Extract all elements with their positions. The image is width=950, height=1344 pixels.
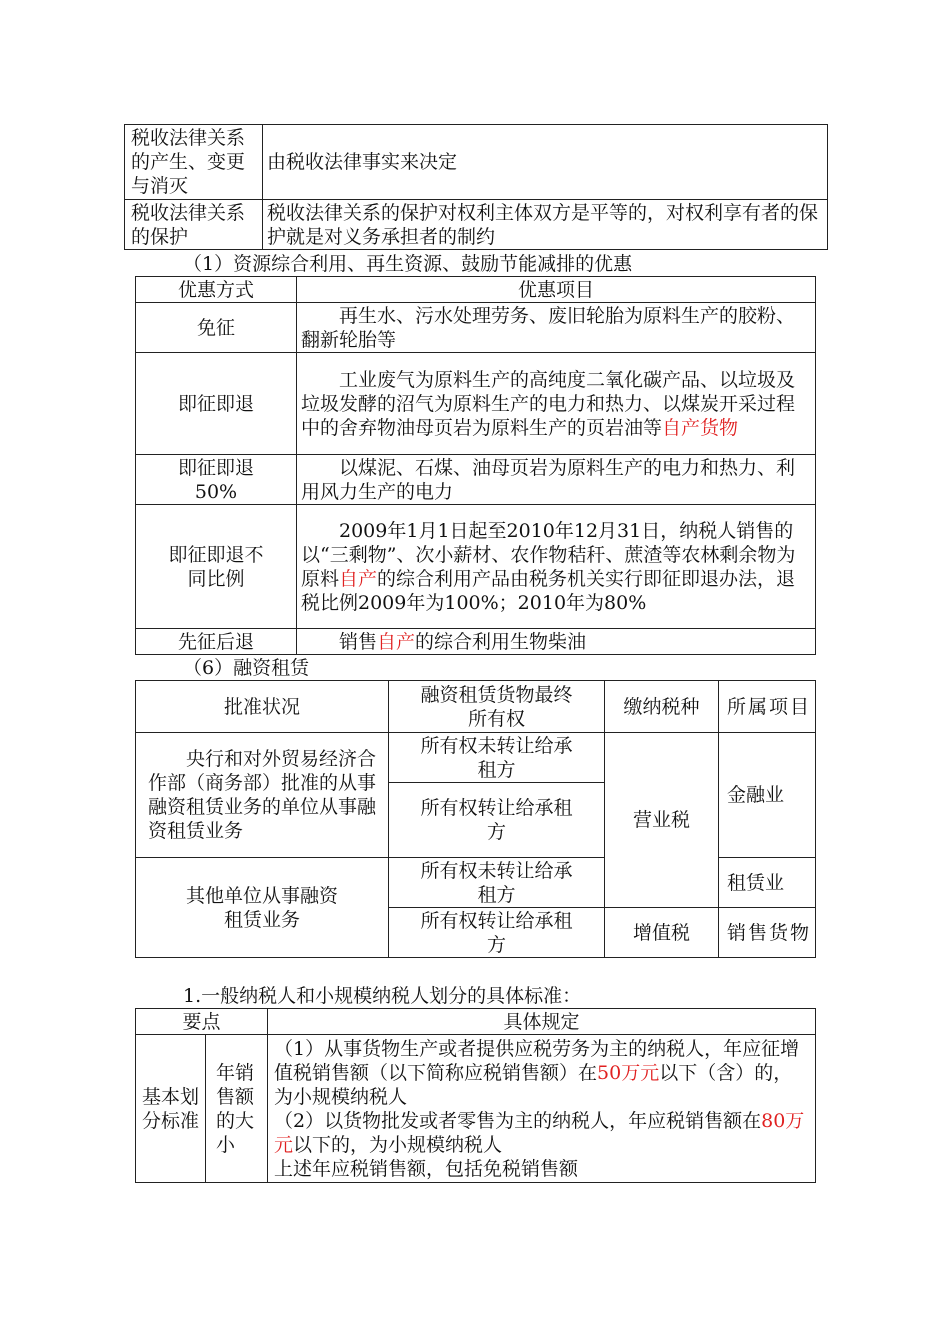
ownership-cell: 所有权转让给承租方 <box>389 783 605 858</box>
section-title-financial-lease: （6）融资租赁 <box>183 657 310 679</box>
method-cell: 即征即退不同比例 <box>136 505 297 629</box>
item-text: 的综合利用生物柴油 <box>415 630 587 653</box>
item-cell: 租赁业 <box>719 858 816 908</box>
resource-preference-table <box>135 276 816 655</box>
table-row <box>136 1035 816 1183</box>
method-cell: 先征后退 <box>136 629 297 655</box>
column-header: 优惠方式 <box>136 277 297 303</box>
row-body: 由税收法律事实来决定 <box>263 125 828 200</box>
section-title-taxpayer: 1.一般纳税人和小规模纳税人划分的具体标准： <box>183 985 582 1007</box>
taxpayer-standard-table <box>135 1008 816 1183</box>
item-text: 2009年1月1日起至2010年12月31日，纳税人销售的以“三剩物”、次小薪材、农作物秸秆、蔗渣等农林剩余物为原料 <box>301 519 796 590</box>
method-cell: 即征即退50% <box>136 455 297 505</box>
row-body: 税收法律关系的保护对权利主体双方是平等的，对权利享有者的保护就是对义务承担者的制约 <box>263 200 828 250</box>
table-row <box>136 505 816 629</box>
rule-text: 以下的，为小规模纳税人 <box>293 1133 503 1156</box>
column-header: 优惠项目 <box>297 277 816 303</box>
table-row <box>125 200 828 250</box>
ownership-cell: 所有权未转让给承租方 <box>389 733 605 783</box>
rule-paragraph <box>274 1109 809 1157</box>
rule-text: （1）从事货物生产或者提供应税劳务为主的纳税人，年应征增值税销售额（以下简称应税销售额）在 <box>274 1037 800 1084</box>
method-cell: 即征即退 <box>136 353 297 455</box>
item-text: 工业废气为原料生产的高纯度二氧化碳产品、以垃圾及垃圾发酵的沼气为原料生产的电力和热力、以煤炭开采过程中的舍弃物油母页岩为原料生产的页岩油等 <box>301 368 796 439</box>
item-text: 的综合利用产品由税务机关实行即征即退办法，退税比例2009年为100%；2010年为80% <box>301 567 796 614</box>
table-header-row <box>136 1009 816 1035</box>
rule-text: 以下（含）的，为小规模纳税人 <box>274 1061 793 1108</box>
approval-cell: 央行和对外贸易经济合作部（商务部）批准的从事融资租赁业务的单位从事融资租赁业务 <box>136 733 389 858</box>
highlight-text: 自产货物 <box>662 416 739 439</box>
rule-cell <box>268 1035 816 1183</box>
table-row <box>136 629 816 655</box>
ownership-cell: 所有权未转让给承租方 <box>389 858 605 908</box>
column-header: 缴纳税种 <box>605 681 719 733</box>
rule-text: （2）以货物批发或者零售为主的纳税人，年应税销售额在 <box>274 1109 762 1132</box>
column-header: 所属项目 <box>719 681 816 733</box>
highlight-text: 50万元 <box>597 1061 660 1084</box>
tax-law-relation-table <box>124 124 828 250</box>
ownership-cell: 所有权转让给承租方 <box>389 908 605 958</box>
item-cell: 金融业 <box>719 733 816 858</box>
column-header: 融资租赁货物最终所有权 <box>389 681 605 733</box>
table-header-row <box>136 277 816 303</box>
column-header: 具体规定 <box>268 1009 816 1035</box>
table-header-row <box>136 681 816 733</box>
table-row <box>136 303 816 353</box>
highlight-text: 80万元 <box>274 1109 805 1156</box>
column-header: 要点 <box>136 1009 268 1035</box>
item-cell: 再生水、污水处理劳务、废旧轮胎为原料生产的胶粉、翻新轮胎等 <box>297 303 816 353</box>
row-head: 税收法律关系的产生、变更与消灭 <box>125 125 263 200</box>
table-row <box>136 353 816 455</box>
subcategory-cell: 年销售额的大小 <box>206 1035 268 1183</box>
category-cell: 基本划分标准 <box>136 1035 206 1183</box>
item-cell <box>297 629 816 655</box>
item-cell: 以煤泥、石煤、油母页岩为原料生产的电力和热力、利用风力生产的电力 <box>297 455 816 505</box>
tax-type-cell: 增值税 <box>605 908 719 958</box>
financial-lease-table <box>135 680 816 958</box>
table-row <box>125 125 828 200</box>
rule-paragraph: 上述年应税销售额，包括免税销售额 <box>274 1157 579 1180</box>
highlight-text: 自产 <box>377 630 416 653</box>
table-row <box>136 733 816 783</box>
table-row <box>136 455 816 505</box>
rule-paragraph <box>274 1037 809 1109</box>
tax-type-cell: 营业税 <box>605 733 719 908</box>
highlight-text: 自产 <box>339 567 378 590</box>
method-cell: 免征 <box>136 303 297 353</box>
item-text: 销售 <box>339 630 378 653</box>
row-head: 税收法律关系的保护 <box>125 200 263 250</box>
column-header: 批准状况 <box>136 681 389 733</box>
item-cell <box>297 505 816 629</box>
section-title-resource: （1）资源综合利用、再生资源、鼓励节能减排的优惠 <box>183 253 633 275</box>
approval-cell: 其他单位从事融资租赁业务 <box>136 858 389 958</box>
item-cell: 销售货物 <box>719 908 816 958</box>
item-cell <box>297 353 816 455</box>
